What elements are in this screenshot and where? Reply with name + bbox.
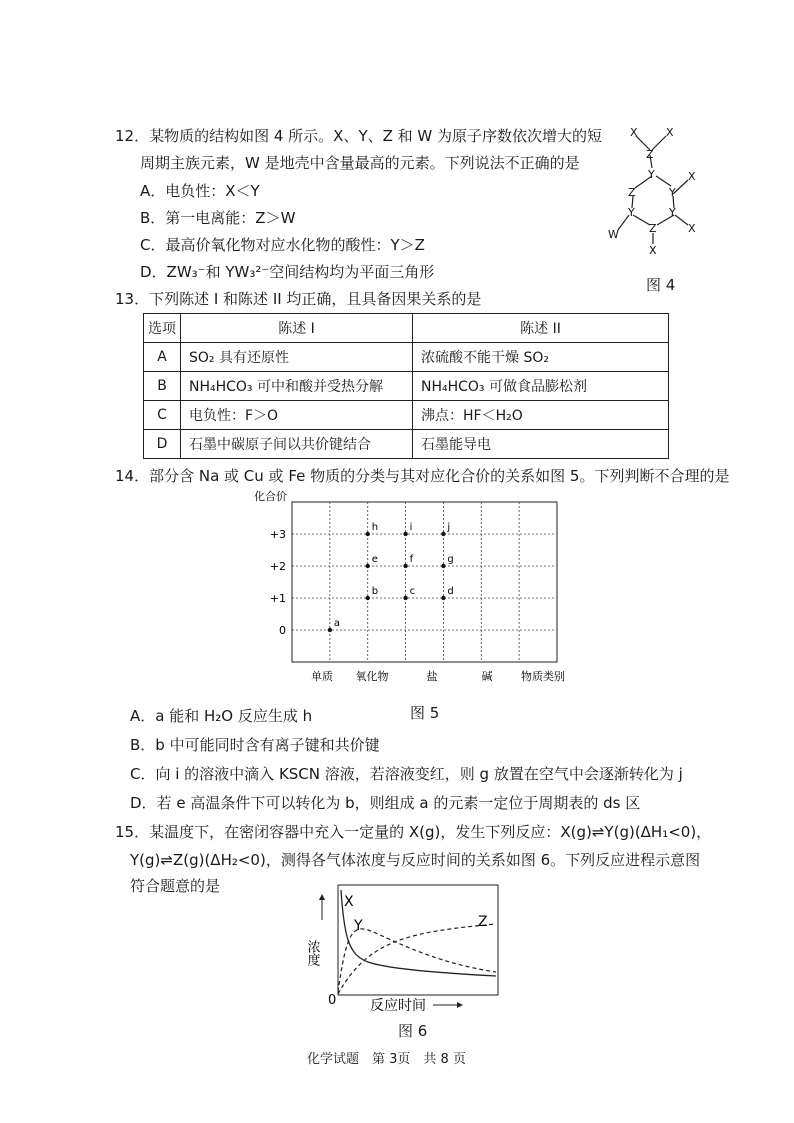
y-tick-label: 0: [279, 624, 286, 637]
data-label-f: f: [409, 554, 414, 565]
q14-stem: 14．部分含 Na 或 Cu 或 Fe 物质的分类与其对应化合价的关系如图 5。下列判断不合理的是: [115, 467, 730, 485]
data-point-j: [441, 532, 445, 536]
q12-option-d: D．ZW₃⁻和 YW₃²⁻空间结构均为平面三角形: [140, 263, 435, 281]
y-axis-label: 化合价: [254, 490, 287, 503]
data-point-i: [403, 532, 407, 536]
x-axis-label: 物质类别: [521, 670, 565, 683]
data-label-a: a: [333, 618, 340, 629]
q12-option-a: A．电负性：X＜Y: [140, 182, 260, 200]
x-tick-label: 碱: [481, 670, 493, 683]
plot-frame: [292, 502, 557, 662]
data-label-c: c: [409, 586, 416, 597]
figure-6-caption: 图 6: [398, 1022, 428, 1040]
q12-option-c: C．最高价氧化物对应水化物的酸性：Y＞Z: [140, 236, 425, 254]
fig4-atom-2: X: [666, 126, 674, 139]
y-tick-label: +1: [269, 592, 286, 605]
data-point-f: [403, 564, 407, 568]
fig4-atom-3: Z: [646, 148, 654, 161]
table-header-row: [144, 314, 669, 343]
q13-stem: 13．下列陈述 I 和陈述 II 均正确，且具备因果关系的是: [115, 290, 482, 308]
page-footer: 化学试题 第 3页 共 8 页: [307, 1052, 466, 1067]
q14-option-c: C．向 i 的溶液中滴入 KSCN 溶液，若溶液变红，则 g 放置在空气中会逐渐转化为 j: [130, 765, 683, 783]
data-point-e: [366, 564, 370, 568]
q13-table: [143, 313, 669, 459]
fig4-atom-1: X: [630, 126, 638, 139]
data-point-b: [366, 596, 370, 600]
fig4-atom-9: Y: [669, 206, 676, 219]
table-cell: 石墨中碳原子间以共价键结合: [181, 430, 413, 459]
x-tick-label: 单质: [311, 670, 333, 683]
table-row: [144, 343, 669, 372]
table-cell: C: [144, 401, 181, 430]
data-label-g: g: [447, 554, 454, 565]
table-cell: NH₄HCO₃ 可中和酸并受热分解: [181, 372, 413, 401]
x-tick-label: 氧化物: [355, 670, 389, 683]
fig4-atom-11: Z: [649, 222, 657, 235]
x-tick-label: 盐: [426, 670, 438, 683]
q14-option-a: A．a 能和 H₂O 反应生成 h: [130, 707, 313, 725]
data-label-j: j: [447, 522, 451, 533]
data-point-a: [328, 628, 332, 632]
series-label-x: X: [344, 894, 354, 910]
table-cell: 浓硫酸不能干燥 SO₂: [413, 343, 669, 372]
fig4-atom-12: X: [649, 244, 657, 257]
figure-5-caption: 图 5: [410, 704, 440, 722]
table-row: [144, 372, 669, 401]
q12-stem-line1: 12．某物质的结构如图 4 所示。X、Y、Z 和 W 为原子序数依次增大的短: [115, 127, 603, 145]
q15-stem-line1: 15．某温度下，在密闭容器中充入一定量的 X(g)，发生下列反应：X(g)⇌Y(g)(ΔH₁<0)，: [115, 823, 712, 841]
origin-label: 0: [328, 993, 337, 1008]
data-label-e: e: [371, 554, 378, 565]
q14-option-d: D．若 e 高温条件下可以转化为 b，则组成 a 的元素一定位于周期表的 ds 区: [130, 794, 641, 812]
data-point-g: [441, 564, 445, 568]
q14-option-b: B．b 中可能同时含有离子键和共价键: [130, 736, 380, 754]
table-cell: B: [144, 372, 181, 401]
q15-stem-line2: Y(g)⇌Z(g)(ΔH₂<0)，测得各气体浓度与反应时间的关系如图 6。下列反应进程示意图: [130, 851, 701, 869]
q15-stem-line3: 符合题意的是: [130, 877, 221, 895]
data-label-d: d: [447, 586, 454, 597]
figure-4-caption: 图 4: [646, 276, 676, 294]
fig4-atom-6: X: [688, 170, 696, 183]
table-cell: 电负性：F＞O: [181, 401, 413, 430]
data-label-h: h: [371, 522, 379, 533]
y-axis-label: 浓度: [304, 940, 320, 966]
fig4-atom-13: X: [688, 222, 696, 235]
figure-4-structure: [600, 120, 730, 300]
fig4-atom-7: Z: [628, 186, 636, 199]
fig4-atom-4: Y: [648, 168, 655, 181]
q12-stem-line2: 周期主族元素，W 是地壳中含量最高的元素。下列说法不正确的是: [140, 154, 580, 172]
fig4-atom-10: W: [608, 228, 619, 241]
data-label-b: b: [371, 586, 379, 597]
figure-6-chart: [304, 880, 508, 1020]
fig4-atom-8: Y: [628, 206, 635, 219]
data-point-d: [441, 596, 445, 600]
y-tick-label: +3: [269, 528, 286, 541]
series-x-line: [341, 890, 496, 976]
figure-5-chart: [250, 488, 570, 700]
y-tick-label: +2: [269, 560, 286, 573]
plot-frame: [338, 885, 498, 995]
fig4-atom-5: Y: [669, 186, 676, 199]
table-header-cell: 陈述 I: [181, 314, 413, 343]
table-header-cell: 陈述 II: [413, 314, 669, 343]
series-label-z: Z: [478, 914, 488, 930]
data-label-i: i: [409, 522, 413, 533]
table-cell: NH₄HCO₃ 可做食品膨松剂: [413, 372, 669, 401]
data-point-c: [403, 596, 407, 600]
table-cell: 石墨能导电: [413, 430, 669, 459]
data-point-h: [366, 532, 370, 536]
table-cell: D: [144, 430, 181, 459]
x-axis-label: 反应时间: [370, 998, 426, 1014]
table-header-cell: 选项: [144, 314, 181, 343]
table-cell: SO₂ 具有还原性: [181, 343, 413, 372]
series-label-y: Y: [354, 918, 363, 934]
series-y-line: [338, 929, 496, 992]
q12-option-b: B．第一电离能：Z＞W: [140, 209, 296, 227]
table-cell: 沸点：HF＜H₂O: [413, 401, 669, 430]
table-cell: A: [144, 343, 181, 372]
table-row: [144, 430, 669, 459]
table-row: [144, 401, 669, 430]
